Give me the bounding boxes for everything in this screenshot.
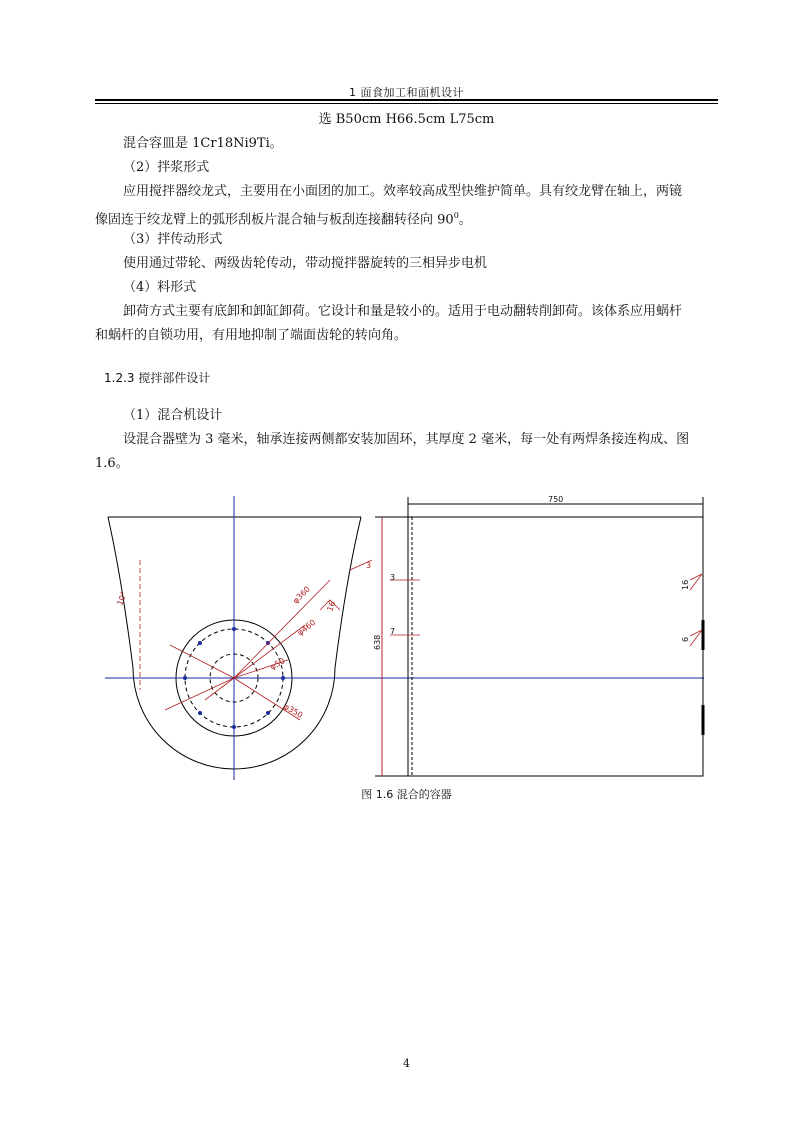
paragraph-paddle-2-text: 像固连于绞龙臂上的弧形刮板片混合轴与板刮连接翻转径向 90 <box>95 212 454 228</box>
dimension-leaders <box>165 580 330 720</box>
paragraph-drive: 使用通过带轮、两级齿轮传动，带动搅拌器旋转的三相异步电机 <box>123 256 488 271</box>
weld-symbols-right <box>390 574 702 646</box>
paragraph-unload-2: 和蜗杆的自锁功用，有用地抑制了端面齿轮的转向角。 <box>95 328 408 343</box>
material-line: 混合容皿是 1Cr18Ni9Ti。 <box>123 136 283 151</box>
weld-6-right: 6 <box>681 636 690 642</box>
paragraph-unload-1: 卸荷方式主要有底卸和卸缸卸荷。它设计和量是较小的。适用于电动翻转削卸荷。该体系应用蜗杆 <box>123 304 683 319</box>
dim-phi460: φ460 <box>295 617 318 638</box>
dim-phi350: φ350 <box>282 701 305 721</box>
dim-phi50: φ50 <box>268 656 287 672</box>
page-number: 4 <box>403 1057 410 1070</box>
figure-caption: 图 1.6 混合的容器 <box>361 788 452 801</box>
dim-phi360: φ360 <box>291 584 312 606</box>
paragraph-mixer-1: 设混合器壁为 3 毫米，轴承连接两侧都安装加固环，其厚度 2 毫米，每一处有两焊条接连构成、图 <box>123 432 690 447</box>
subheading-mixer: （1）混合机设计 <box>123 408 223 423</box>
weld-16-right: 16 <box>681 579 690 590</box>
subheading-material: （4）料形式 <box>123 280 197 295</box>
subheading-drive: （3）拌传动形式 <box>123 232 223 247</box>
degree-superscript: 0 <box>453 211 459 220</box>
subheading-paddle: （2）拌浆形式 <box>123 160 210 175</box>
container-side-outline <box>408 517 703 776</box>
paragraph-paddle-1: 应用搅拌器绞龙式，主要用在小面团的加工。效率较高成型快维护简单。具有绞龙臂在轴上，两镜 <box>123 184 683 199</box>
dim-ring-7: 7 <box>390 627 396 636</box>
dim-wall-3: 3 <box>390 573 396 582</box>
paragraph-paddle-2-end: 。 <box>458 212 472 228</box>
running-header: 1 面食加工和面机设计 <box>349 86 464 99</box>
paragraph-mixer-2: 1.6。 <box>95 456 129 471</box>
dimension-selection: 选 B50cm H66.5cm L75cm <box>318 112 495 127</box>
section-heading: 1.2.3 搅拌部件设计 <box>104 371 211 385</box>
draft-angle-label: 10° <box>115 590 129 607</box>
dim-height-638: 638 <box>373 634 382 650</box>
weld-3-left: 3 <box>366 561 372 570</box>
dim-length-750: 750 <box>548 495 564 504</box>
weld-16-left: 16 <box>325 600 338 613</box>
